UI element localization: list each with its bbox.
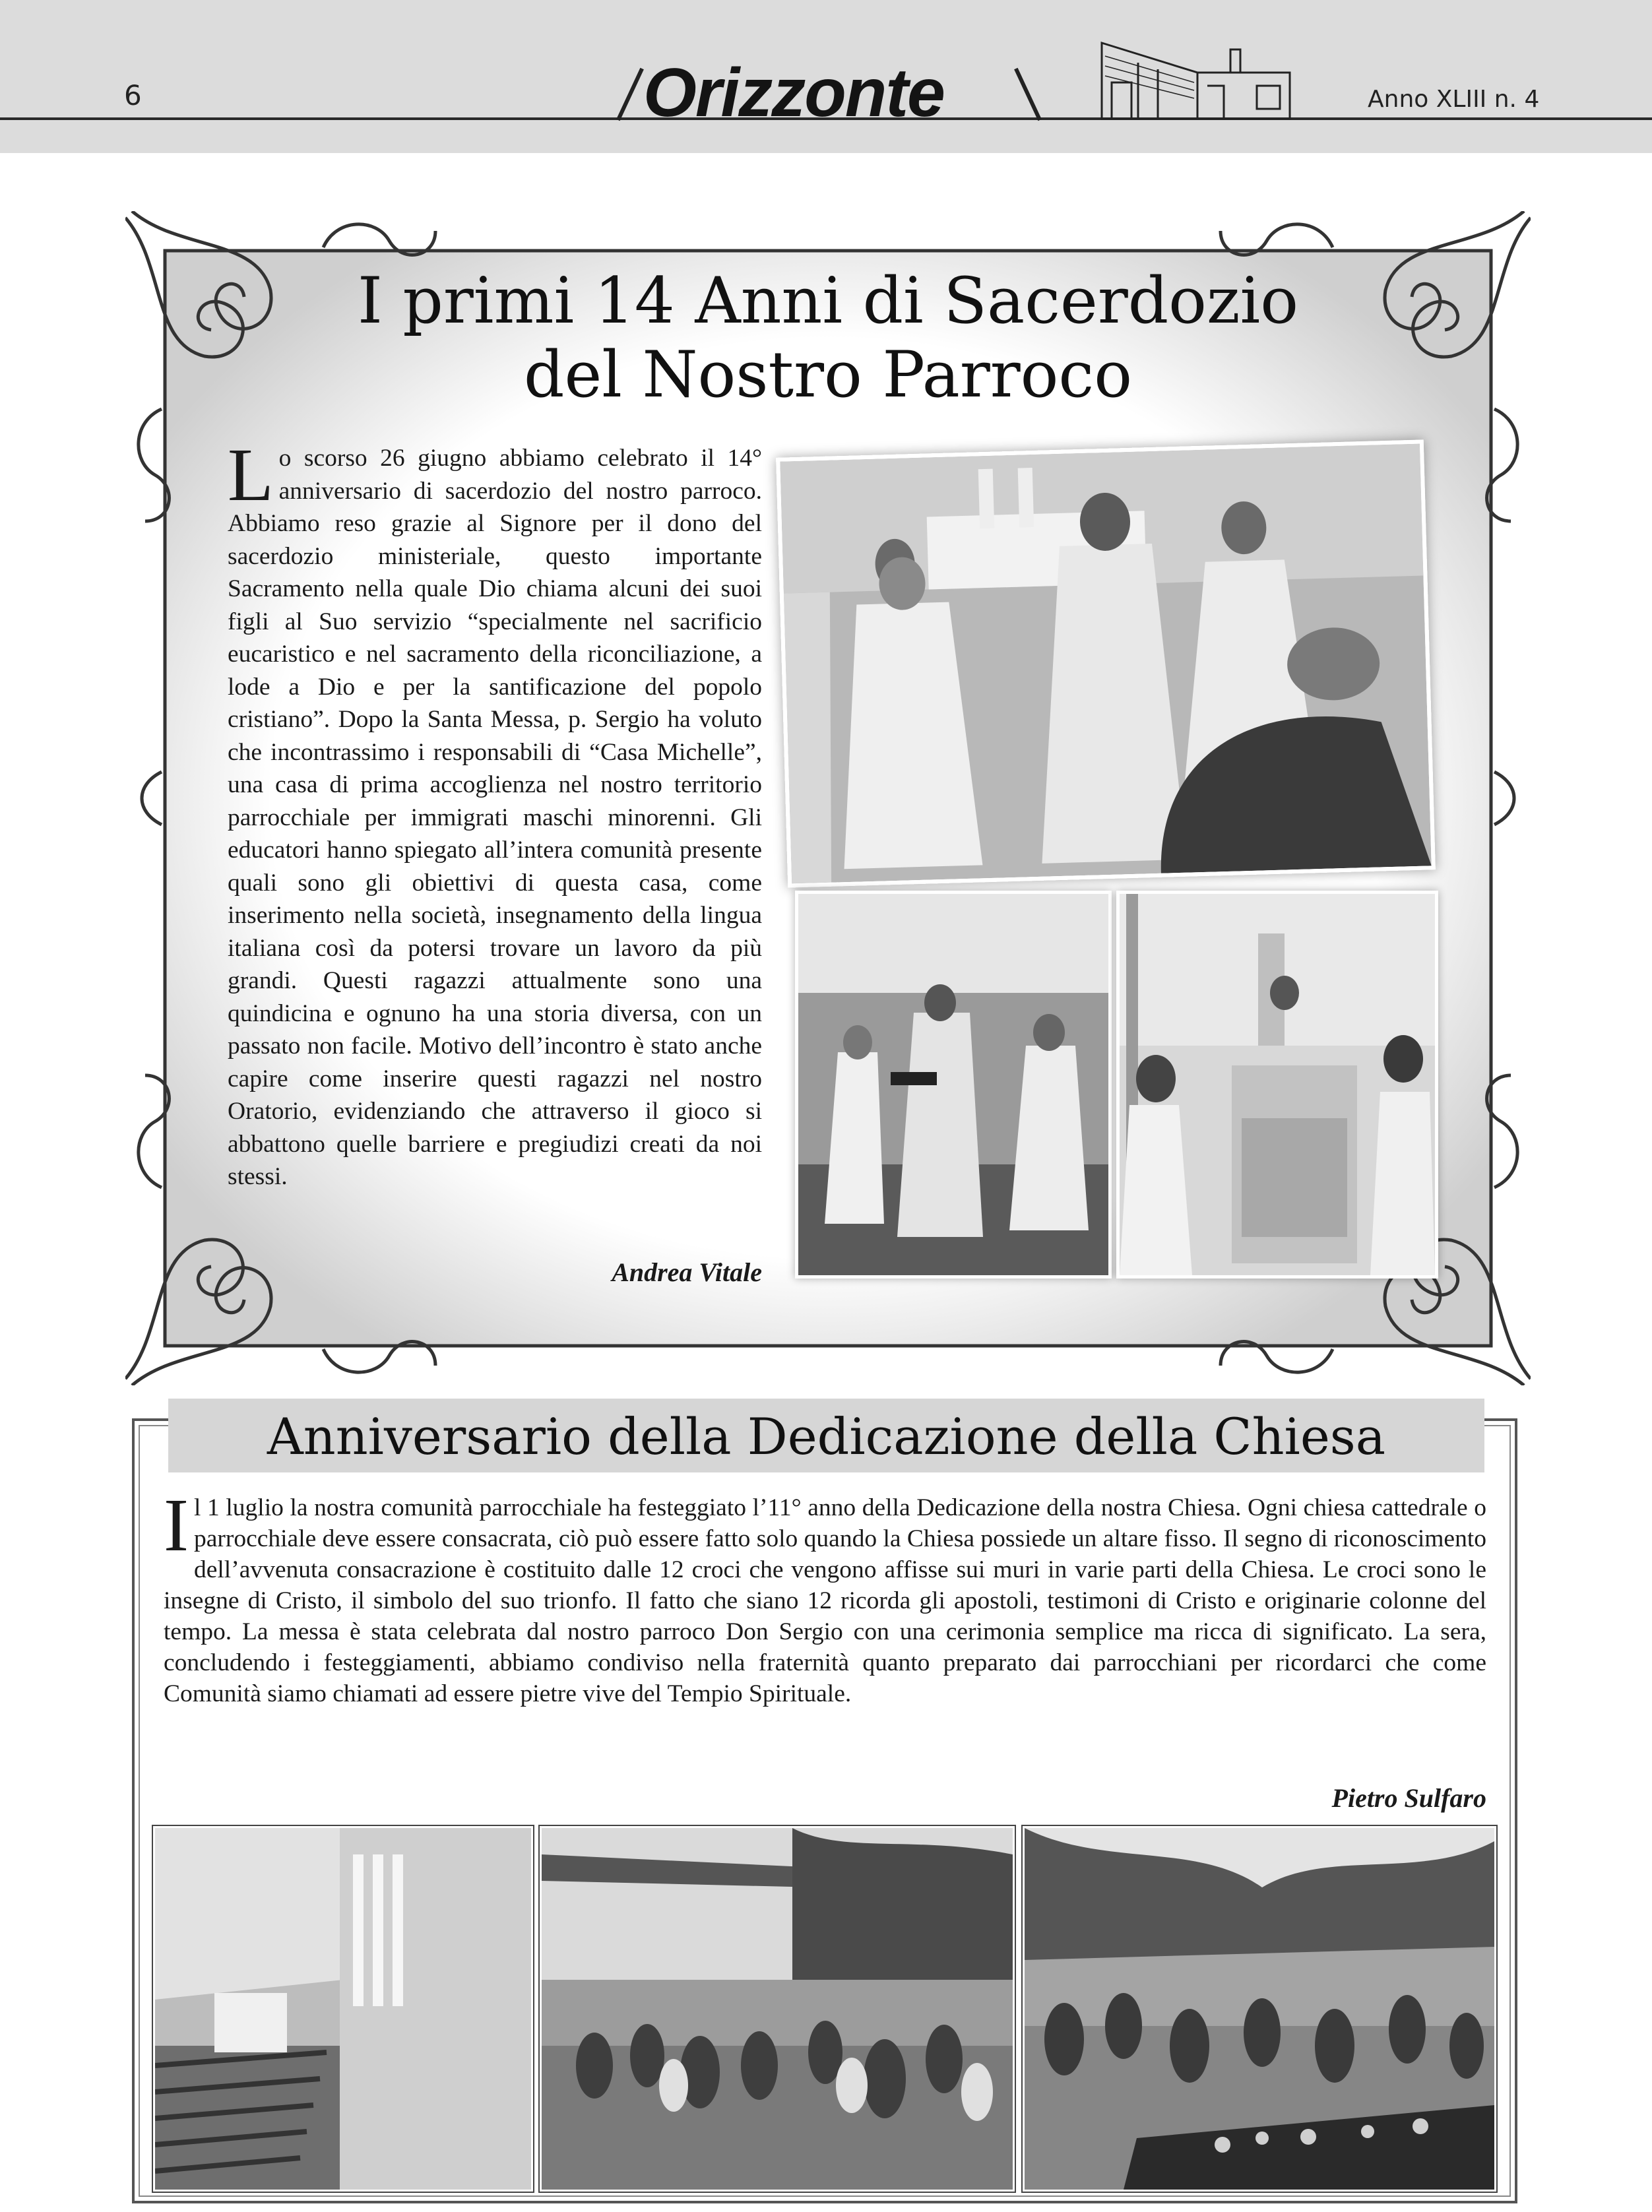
photo-mass-celebration [776,439,1436,887]
photo-courtyard-gathering [540,1826,1015,2192]
photo-church-interior [153,1826,533,2192]
article-title [224,264,1432,412]
article-title-line1: I primi 14 Anni di Sacerdozio [357,264,1299,338]
article-title-line2: del Nostro Parroco [524,338,1132,412]
masthead-title: Orizzonte [643,55,944,131]
photo-evening-celebration [1023,1826,1496,2192]
article-author: Pietro Sulfaro [1331,1783,1486,1813]
photo-priests-altar [795,891,1112,1279]
photo-altar-servers [1116,891,1438,1279]
article-body: Lo scorso 26 giugno abbiamo celebrato il 14° anniversario di sacerdozio del nostro parroco. Abbiamo reso grazie al Signore per il dono del sacerdozio ministeriale, questo importante Sacramento nella quale Dio chiama alcuni dei suoi figli al Suo servizio “specialmente nel sacrificio eucaristico e nel sacramento della riconciliazione, a lode a Dio e per la santificazione del popolo cristiano”. Dopo la Santa Messa, p. Sergio ha voluto che incontrassimo i responsabili di “Casa Michelle”, una casa di prima accoglienza nel nostro territorio parrocchiale per immigrati maschi minorenni. Gli educatori hanno spiegato all’intera comunità presente quali sono gli obiettivi di questa casa, come inserimento nella società, insegnamento della lingua italiana così da potersi trovare un lavoro da più grandi. Questi ragazzi attualmente sono una quindicina e ognuno ha una storia diversa, con un passato non facile. Motivo dell’incontro è stato anche capire come inserire questi ragazzi nel nostro Oratorio, evidenziando che attraverso il gioco si abbattono quelle barriere e pregiudizi creati da noi stessi. [228,433,762,1190]
article-title: Anniversario della Dedicazione della Chiesa [267,1407,1386,1466]
article-body: Il 1 luglio la nostra comunità parrocchiale ha festeggiato l’11° anno della Dedicazione della nostra Chiesa. Ogni chiesa cattedrale o parrocchiale deve essere consacrata, ciò può essere fatto solo quando la Chiesa possiede un altare fisso. Il segno di riconoscimento dell’avvenuta consacrazione è costituito dalle 12 croci che vengono affisse sui muri in varie parti della Chiesa. Le croci sono le insegne di Cristo, il simbolo del suo trionfo. Il fatto che siano 12 ricorda gli apostoli, testimoni di Cristo e originarie colonne del tempo. La messa è stata celebrata dal nostro parroco Don Sergio con una cerimonia semplice ma ricca di significato. La sera, concludendo i festeggiamenti, abbiamo condiviso nella fraternità quanto preparato dai parrocchiani per ricordarci che come Comunità siamo chiamati ad essere pietre vive del Tempio Spirituale. [164,1483,1486,1707]
church-building-icon [1098,36,1293,122]
page-number: 6 [124,79,142,111]
issue-number: Anno XLIII n. 4 [1368,86,1540,113]
article-author: Andrea Vitale [612,1257,762,1287]
